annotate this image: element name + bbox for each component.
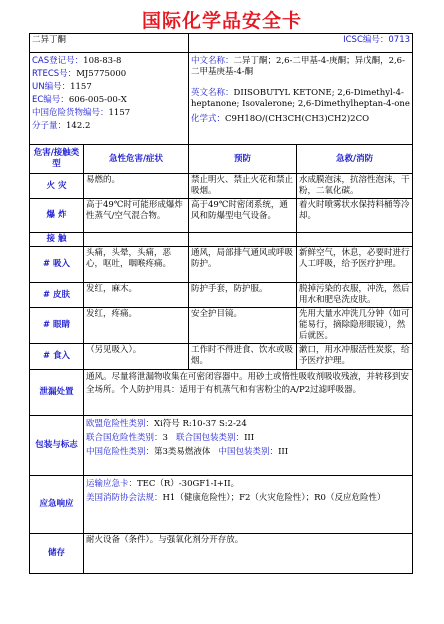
cell-first-aid: 脱掉污染的衣服，冲洗，然后用水和肥皂洗皮肤。 xyxy=(297,283,413,308)
row-ingestion xyxy=(30,344,413,370)
formula: 化学式：C9H18O/(CH3CH(CH3)CH2)2CO xyxy=(191,114,370,124)
row-contact xyxy=(30,233,413,247)
storage-text: 耐火设备（条件）。与强氧化剂分开存放。 xyxy=(84,534,413,574)
row-leak xyxy=(30,370,413,416)
cell-prevention: 高于49℃时密闭系统，通风和防爆型电气设备。 xyxy=(189,199,297,233)
identifiers-row xyxy=(30,53,413,145)
row-label-skin: # 皮肤 xyxy=(30,283,84,308)
cell-hazard: 发红，麻木。 xyxy=(84,283,189,308)
safety-card-table xyxy=(29,33,413,574)
cell-hazard: 发红，疼痛。 xyxy=(84,308,189,344)
packaging-label: 包装与标志 xyxy=(30,416,84,476)
row-label-inhalation: # 吸入 xyxy=(30,247,84,283)
cell-first-aid xyxy=(297,233,413,247)
cell-hazard: 高于49℃时可能形成爆炸性蒸气/空气混合物。 xyxy=(84,199,189,233)
transport-card: 运输应急卡：TEC（R）-30GF1-I+II。 xyxy=(86,479,240,489)
cas-line: CAS登记号：108-83-8 xyxy=(32,56,122,66)
cell-prevention xyxy=(189,233,297,247)
cell-prevention: 禁止明火、禁止火花和禁止吸烟。 xyxy=(189,174,297,199)
nfpa-code: 美国消防协会法规：H1（健康危险性）；F2（火灾危险性）；R0（反应危险性） xyxy=(86,493,386,503)
cell-hazard: （另见吸入）。 xyxy=(84,344,189,370)
cell-first-aid: 水成膜泡沫，抗溶性泡沫，干粉，二氧化碳。 xyxy=(297,174,413,199)
leak-text: 通风。尽量将泄漏物收集在可密闭容器中。用砂土或惰性吸收剂吸收残液，并转移到安全场所。个人防护用具：适用于有机蒸气和有害粉尘的A/P2过滤呼吸器。 xyxy=(84,370,413,416)
rtecs-line: RTECS号：MJ5775000 xyxy=(32,69,127,79)
cell-first-aid: 着火时喷雾状水保持料桶等冷却。 xyxy=(297,199,413,233)
row-label-explosion: 爆 炸 xyxy=(30,199,84,233)
un-line: UN编号：1157 xyxy=(32,82,92,92)
row-label-fire: 火 灾 xyxy=(30,174,84,199)
un-class: 联合国危险性类别：3 联合国包装类别：III xyxy=(86,433,255,443)
cell-first-aid: 先用大量水冲洗几分钟（如可能易行，摘除隐形眼镜），然后就医。 xyxy=(297,308,413,344)
row-fire xyxy=(30,174,413,199)
row-explosion xyxy=(30,199,413,233)
identifiers-cell xyxy=(30,53,189,145)
header-row xyxy=(30,145,413,174)
packaging-cell xyxy=(84,416,413,476)
row-storage xyxy=(30,534,413,574)
row-packaging xyxy=(30,416,413,476)
eu-class: 欧盟危险性类别：Xi符号 R:10-37 S:2-24 xyxy=(86,419,247,429)
names-cell xyxy=(189,53,413,145)
cell-prevention: 防护手套，防护服。 xyxy=(189,283,297,308)
emergency-label: 应急响应 xyxy=(30,476,84,534)
row-inhalation xyxy=(30,247,413,283)
cn-name: 中文名称：二异丁酮；2,6-二甲基-4-庚酮；异戊酮，2,6-二甲基庚基-4-酮 xyxy=(191,56,405,77)
cell-prevention: 安全护目镜。 xyxy=(189,308,297,344)
cell-first-aid: 漱口，用水冲服活性炭浆，给予医疗护理。 xyxy=(297,344,413,370)
leak-label: 泄漏处置 xyxy=(30,370,84,416)
header-hazard: 急性危害/症状 xyxy=(84,145,189,174)
row-skin xyxy=(30,283,413,308)
row-label-ingestion: # 食入 xyxy=(30,344,84,370)
row-emergency xyxy=(30,476,413,534)
header-first-aid: 急救/消防 xyxy=(297,145,413,174)
header-type: 危害/接触类型 xyxy=(30,145,84,174)
cell-hazard xyxy=(84,233,189,247)
row-label-eyes: # 眼睛 xyxy=(30,308,84,344)
storage-label: 储存 xyxy=(30,534,84,574)
cell-prevention: 工作时不得进食、饮水或吸烟。 xyxy=(189,344,297,370)
china-dg-line: 中国危险货物编号：1157 xyxy=(32,108,131,118)
row-eyes xyxy=(30,308,413,344)
icsc-label: ICSC编号： xyxy=(343,35,389,45)
ec-line: EC编号：606-005-00-X xyxy=(32,95,127,105)
en-name: 英文名称：DIISOBUTYL KETONE; 2,6-Dimethyl-4-heptanone; Isovalerone; 2,6-Dimethylheptan-4-one xyxy=(191,88,410,109)
card-title: 国际化学品安全卡 xyxy=(141,10,302,32)
row-label-contact: 接 触 xyxy=(30,233,84,247)
cell-first-aid: 新鲜空气，休息，必要时进行人工呼吸，给予医疗护理。 xyxy=(297,247,413,283)
name-row xyxy=(30,34,413,53)
emergency-cell xyxy=(84,476,413,534)
header-prevention: 预防 xyxy=(189,145,297,174)
cell-hazard: 易燃的。 xyxy=(84,174,189,199)
cell-prevention: 通风，局部排气通风或呼吸防护。 xyxy=(189,247,297,283)
chemical-name: 二异丁酮 xyxy=(30,34,189,53)
icsc-cell xyxy=(189,34,413,53)
icsc-value: 0713 xyxy=(388,35,411,45)
cell-hazard: 头痛，头晕，头痛，恶心，呕吐，咽喉疼痛。 xyxy=(84,247,189,283)
mw-line: 分子量：142.2 xyxy=(32,121,91,131)
china-class: 中国危险性类别：第3类易燃液体 中国包装类别：III xyxy=(86,447,289,457)
